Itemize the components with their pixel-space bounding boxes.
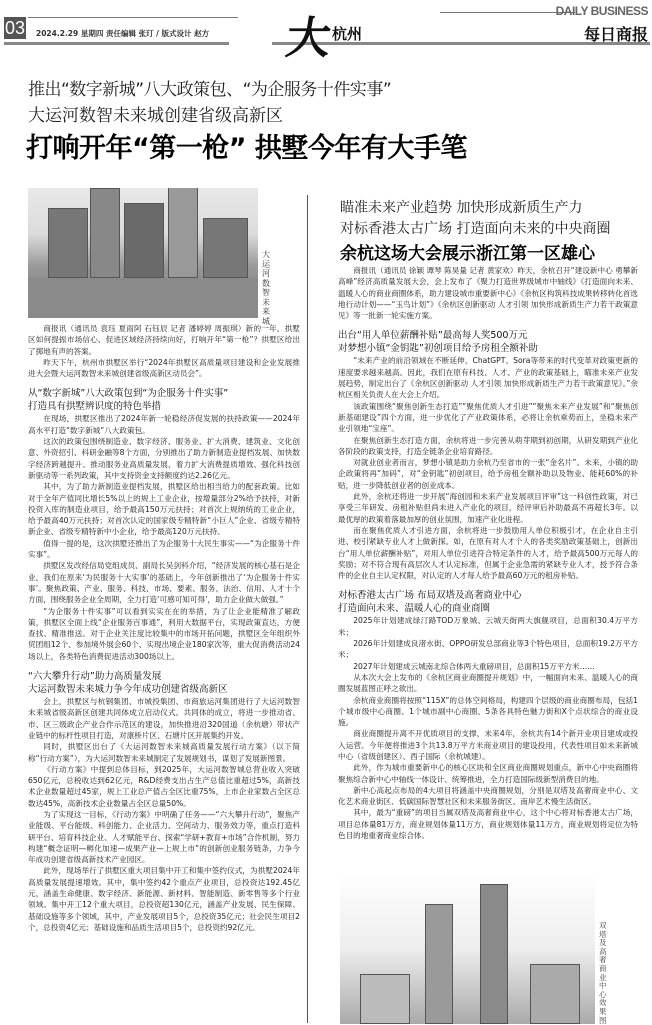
article2-photo-caption: 双塔及高奢商业中心效果图 bbox=[599, 921, 607, 1025]
section-city: 杭州 bbox=[332, 25, 363, 43]
article2-body bbox=[338, 265, 638, 865]
paragraph: 而在聚焦优质人才引进方面，余杭将进一步鼓励用人单位积极引才，在企业自主引进、校引紧缺专业人才上做新探。如，在原有对人才个人的各类奖励政策基础上，创新出台“用人单位薪酬补贴”，对用人单位引进符合特定条件的人才，给予最高500万元每人的奖励；对不符合现有高层次人才认定标准，但属于企业急需的紧缺专业人才，授予符合条件的企业自主认定权限，对认定的人才每人给予最高60万元的租房补贴。 bbox=[338, 525, 638, 581]
paragraph: 这次的政策包围绕制造业、数字经济、服务业、扩大消费、建筑业、文化创意、外资招引、科研金融等8个方面，分别推出了助力新制造业提档发展、加快数字经济跨越提升、推动服务业高质量发展、着力扩大消费提质增效、强化科技创新驱动等一系列政策，其中支持资金支持额度约达2.26亿元。 bbox=[28, 437, 300, 480]
paragraph: 2025年计划建成绿汀路TOD万象城、云城天街两大旗舰项目，总面积30.4万平方米； bbox=[338, 616, 638, 637]
paragraph: 新中心高起点布局的4大项目将涵盖中央商圈规划，分别是双塔及高奢商业中心、文化艺术商业街区、低碳国际智慧社区和未来服务街区、南岸艺术慢生活街区。 bbox=[338, 785, 638, 807]
paragraph: 在现场，拱墅区推出了2024年新一轮稳经济促发展的扶持政策——2024年高水平打造“数字新城”八大政策包。 bbox=[28, 414, 300, 435]
subheading: “六大攀升行动”助力高质量发展 bbox=[28, 671, 162, 683]
paragraph: 《行动方案》中提到总体目标，到2025年，大运河数智城总营业收入突破650亿元，总税收达到62亿元，R&D经费支出占生产总值比重超过5%，高新技术企业数量超过45家，规上工业总产值占全区比重75%，上市企业家数占全区总数达45%，高新技术企业数量占全区总量50%。 bbox=[28, 764, 300, 808]
paragraph: 对就业创业者而言，梦想小镇是助力余杭乃至省市的一张“金名片”。未来，小镇的助企政策将再“加码”，对“金钥匙”初创项目，给予房租全额补助以及物业、能耗60%的补贴，进一步降低创业者的创业成本。 bbox=[338, 458, 638, 490]
paragraph: 值得一提的是，这次拱墅还推出了为企服务十大民生事实——“为企服务十件实事”。 bbox=[28, 538, 300, 560]
subheading: 对梦想小镇“金钥匙”初创项目给予房租全额补助 bbox=[338, 343, 538, 355]
brand-chinese: 每日商报 bbox=[583, 25, 648, 44]
paragraph: 为了实现这一目标，《行动方案》中明确了任务——“六大攀升行动”，聚焦产业能级、平台能级、科创能力、企业活力、空间动力、服务效力等，重点打造科研平台、培育科技企业、人才赋能平台、探索“学研+教育+市场”合作机制，努力构建“概念证明—孵化加速—成果产业—上规上市”的创新创业服务链条，力争今年成功创建省级高新技术产业园区。 bbox=[28, 809, 300, 865]
paragraph: 在聚焦创新生态打造方面，余杭将进一步完善从萌芽期到初创期，从研发期到产业化各阶段的政策支持，打造全链条企业培育路径。 bbox=[338, 435, 638, 456]
divider bbox=[4, 42, 229, 45]
paragraph: “为企服务十件实事”可以看到实实在在的举措，为了让企业能精准了解政策，拱墅区全面上线“企业服务百事通”，利用大数据平台，实现政策直达，方便查找、精准推送。对于企业关注度比较集中的市场开拓问题，拱墅区全年组织外贸团组12个、参加境外展会60个、实现出境企业180家次等，重大促消费活动24场以上，各类特色消费促进活动300场以上。 bbox=[28, 606, 300, 661]
subheading: 出台“用人单位薪酬补贴”最高每人奖500万元 bbox=[338, 330, 528, 342]
date-line: 2024.2.29 星期四 责任编辑 张玎 / 版式设计 赵方 bbox=[36, 29, 210, 38]
masthead bbox=[0, 0, 652, 64]
article2-kicker: 瞄准未来产业趋势 加快形成新质生产力 bbox=[340, 200, 583, 216]
paragraph: 商报讯（通讯员 袁珏 夏雨阿 石钰辰 记者 潘婷婷 周振琪）新的一年，拱墅区如何提振市场信心、促进区域经济持续向好，打响开年“第一枪”？拱墅区给出了掷地有声的答案。 bbox=[28, 324, 300, 356]
column-divider bbox=[307, 195, 308, 1023]
article2-rendering-photo bbox=[340, 872, 595, 1024]
paragraph: 商业商圈提升离不开优质项目的支撑，未来4年，余杭共有14个新开业项目建成或投入运营。今年便将推进3个共13.8万平方米商业项目的建设投用，代表性项目如未来新城中心（省级创建区）、西子国际（余杭城建）。 bbox=[338, 729, 638, 761]
paragraph: 昨天下午，杭州市拱墅区举行“2024年拱墅区高质量项目建设和企业发展推进大会暨大运河数智未来城创建省级高新区动员会”。 bbox=[28, 357, 300, 379]
divider bbox=[28, 17, 238, 18]
paragraph: 此外，余杭还将进一步开展“海创园和未来产业发展项目评审”这一科创性政策，对已享受三年研发、房租补贴但尚未进入产业化的项目，经评审后补助最高不再超长3年。以最优厚的政策着落最加厚的创业氛围，加速产业化进程。 bbox=[338, 492, 638, 524]
paragraph: 从本次大会上发布的《余杭区商业商圈提升规划》中，一幅面向未来、温暖人心的商圈发展蓝图正呼之欲出。 bbox=[338, 672, 638, 694]
section-logo: 大 bbox=[282, 13, 334, 64]
paragraph: “未来产业的前沿领域在不断延伸，ChatGPT、Sora等带来的时代变革对政策更新的速度要求越来越高。因此，我们在原有科技、人才、产业的政策基础上，瞄准未来产业发展趋势，制定出台了《余杭区创新驱动 人才引领 加快形成新质生产力若干政策意见》。”余杭区相关负责人在大会上介绍。 bbox=[338, 356, 638, 400]
paragraph: 其中，最为“重磅”的项目当属双塔及高奢商业中心，这个中心将对标香港太古广场，项目总体量81万方，商业规划体量11万方，商业规划体量11万方，商业规划将定位为特色目的地重奢商业综合体。 bbox=[338, 808, 638, 841]
paragraph: 同时，拱墅区出台了《大运河数智未来城高质量发展行动方案》（以下简称“行动方案”），为大运河数智未来城制定了发展规划书，谋划了发展新图景。 bbox=[28, 742, 300, 763]
article2-kicker: 对标香港太古广场 打造面向未来的中央商圈 bbox=[340, 221, 611, 237]
subheading: 从“数字新城”八大政策包到“为企服务十件实事” bbox=[28, 388, 229, 400]
article1-headline: 打响开年“第一枪” 拱墅今年有大手笔 bbox=[26, 133, 467, 164]
paragraph: 该政策围绕“聚焦创新生态打造”“聚焦优质人才引进”“聚焦未来产业发展”和“聚焦创新基础建设”四个方面，进一步优化了产业政策体系，必将让余杭乘势而上，坐稳未来产业引领地“宝座”。 bbox=[338, 401, 638, 434]
article2-headline: 余杭这场大会展示浙江第一区雄心 bbox=[340, 244, 595, 264]
article1-kicker: 推出“数字新城”八大政策包、“为企服务十件实事” bbox=[28, 80, 392, 100]
article1-photo bbox=[28, 188, 258, 318]
paragraph: 此外，作为城市重要新中心的核心区块和全区商业商圈规划重点，新中心中央商圈将聚焦综合新中心中轴线一体设计、统筹推进，全力打造国际级新型消费目的地。 bbox=[338, 763, 638, 784]
paragraph: 余杭商业商圈将按照“115X”的总体空间格局，构建四个层级的商业商圈布局，包括1个城市级中心商圈、1个城市副中心商圈、5条各具特色魅力街和X个点状综合的商业设施。 bbox=[338, 695, 638, 728]
paragraph: 拱墅区发改经信局党组成员、副局长吴剑科介绍，“经济发展的核心基石是企业，我们在原来‘为民服务十大实事’的基础上，今年创新推出了‘为企服务十件实事’。聚焦政策、产业、服务、科技、市场、要素、服务、法治、信用、人才十个方面，围绕服务企业全周期，全力打造‘可感可知可得’，助力企业做大做强。” bbox=[28, 561, 300, 605]
paragraph: 此外，现场举行了拱墅区重大项目集中开工和集中签约仪式，为拱墅2024年高质量发展提速增效。其中，集中签约42个重点产业项目，总投资达192.45亿元，涵盖生命健康、数字经济、新能源、新材料、智能制造、新零售等多个行业领域。集中开工12个重大项目，总投资超130亿元，涵盖产业发展、民生保障、基础设施等多个领域，其中，产业发展项目5个，总投资35亿元；社会民生项目2个，总投资4亿元；基础设施和品质生活项目5个，总投资约92亿元。 bbox=[28, 866, 300, 932]
page-number: 03 bbox=[4, 18, 26, 38]
subheading: 大运河数智未来城力争今年成功创建省级高新区 bbox=[28, 684, 228, 696]
paragraph: 其中，为了助力新制造业提档发展，拱墅区给出相当给力的配套政策。比如对于全年产值同比增长5%以上的规上工业企业，按增量部分2%给予扶持，对新投资入库的制造业项目，给予最高150万元扶持；对首次上规纳统的工业企业，给予最高40万元扶持；对首次认定的国家级专精特新“小巨人”企业、省级专精特新企业、省级专精特新中小企业，给予最高120万元扶持。 bbox=[28, 482, 300, 537]
subheading: 打造具有拱墅辨识度的特色举措 bbox=[28, 401, 162, 413]
subheading: 打造面向未来、温暖人心的商业商圈 bbox=[338, 603, 491, 615]
brand-english: DAILY BUSINESS bbox=[555, 4, 648, 18]
subheading: 对标香港太古广场 布局双塔及高奢商业中心 bbox=[338, 590, 522, 602]
paragraph: 2026年计划建成良渚水街、OPPO研发总部商业等3个特色项目，总面积19.2万平方米； bbox=[338, 639, 638, 660]
article1-kicker: 大运河数智未来城创建省级高新区 bbox=[28, 106, 283, 126]
paragraph: 会上，拱墅区与杭钢集团、市城投集团、市商旅运河集团进行了大运河数智未来城省级高新区创建共同体成立启动仪式。共同体的成立，将进一步推动省、市、区三级政企产业合作示范区的建设，加快推进沿320国道（余杭塘）带状产业链中的标杆性项目打造，对康桥片区、石塘片区开展集约开发。 bbox=[28, 697, 300, 740]
article1-photo-caption: 大运河数智未来城 bbox=[262, 250, 270, 326]
article1-body bbox=[28, 323, 300, 1023]
paragraph: 2027年计划建成云城南北综合体两大重磅项目，总面积15万平方米…… bbox=[353, 661, 595, 671]
paragraph: 商报讯（通讯员 徐颖 谭琴 陈昊量 记者 黄家欢）昨天，余杭召开“建设新中心 勇攀新高峰”经济高质量发展大会，会上发布了《聚力打造世界级城市中轴线》《打造面向未来、温暖人心的商业商圈体系，助力建设城市重要新中心》《余杭区构筑科技成果转移转化首选地行动计划——“玉鸟计划”》《余杭区创新驱动 人才引领 加快形成新质生产力若干政策意见》等一批新一轮实施方案。 bbox=[338, 266, 638, 321]
